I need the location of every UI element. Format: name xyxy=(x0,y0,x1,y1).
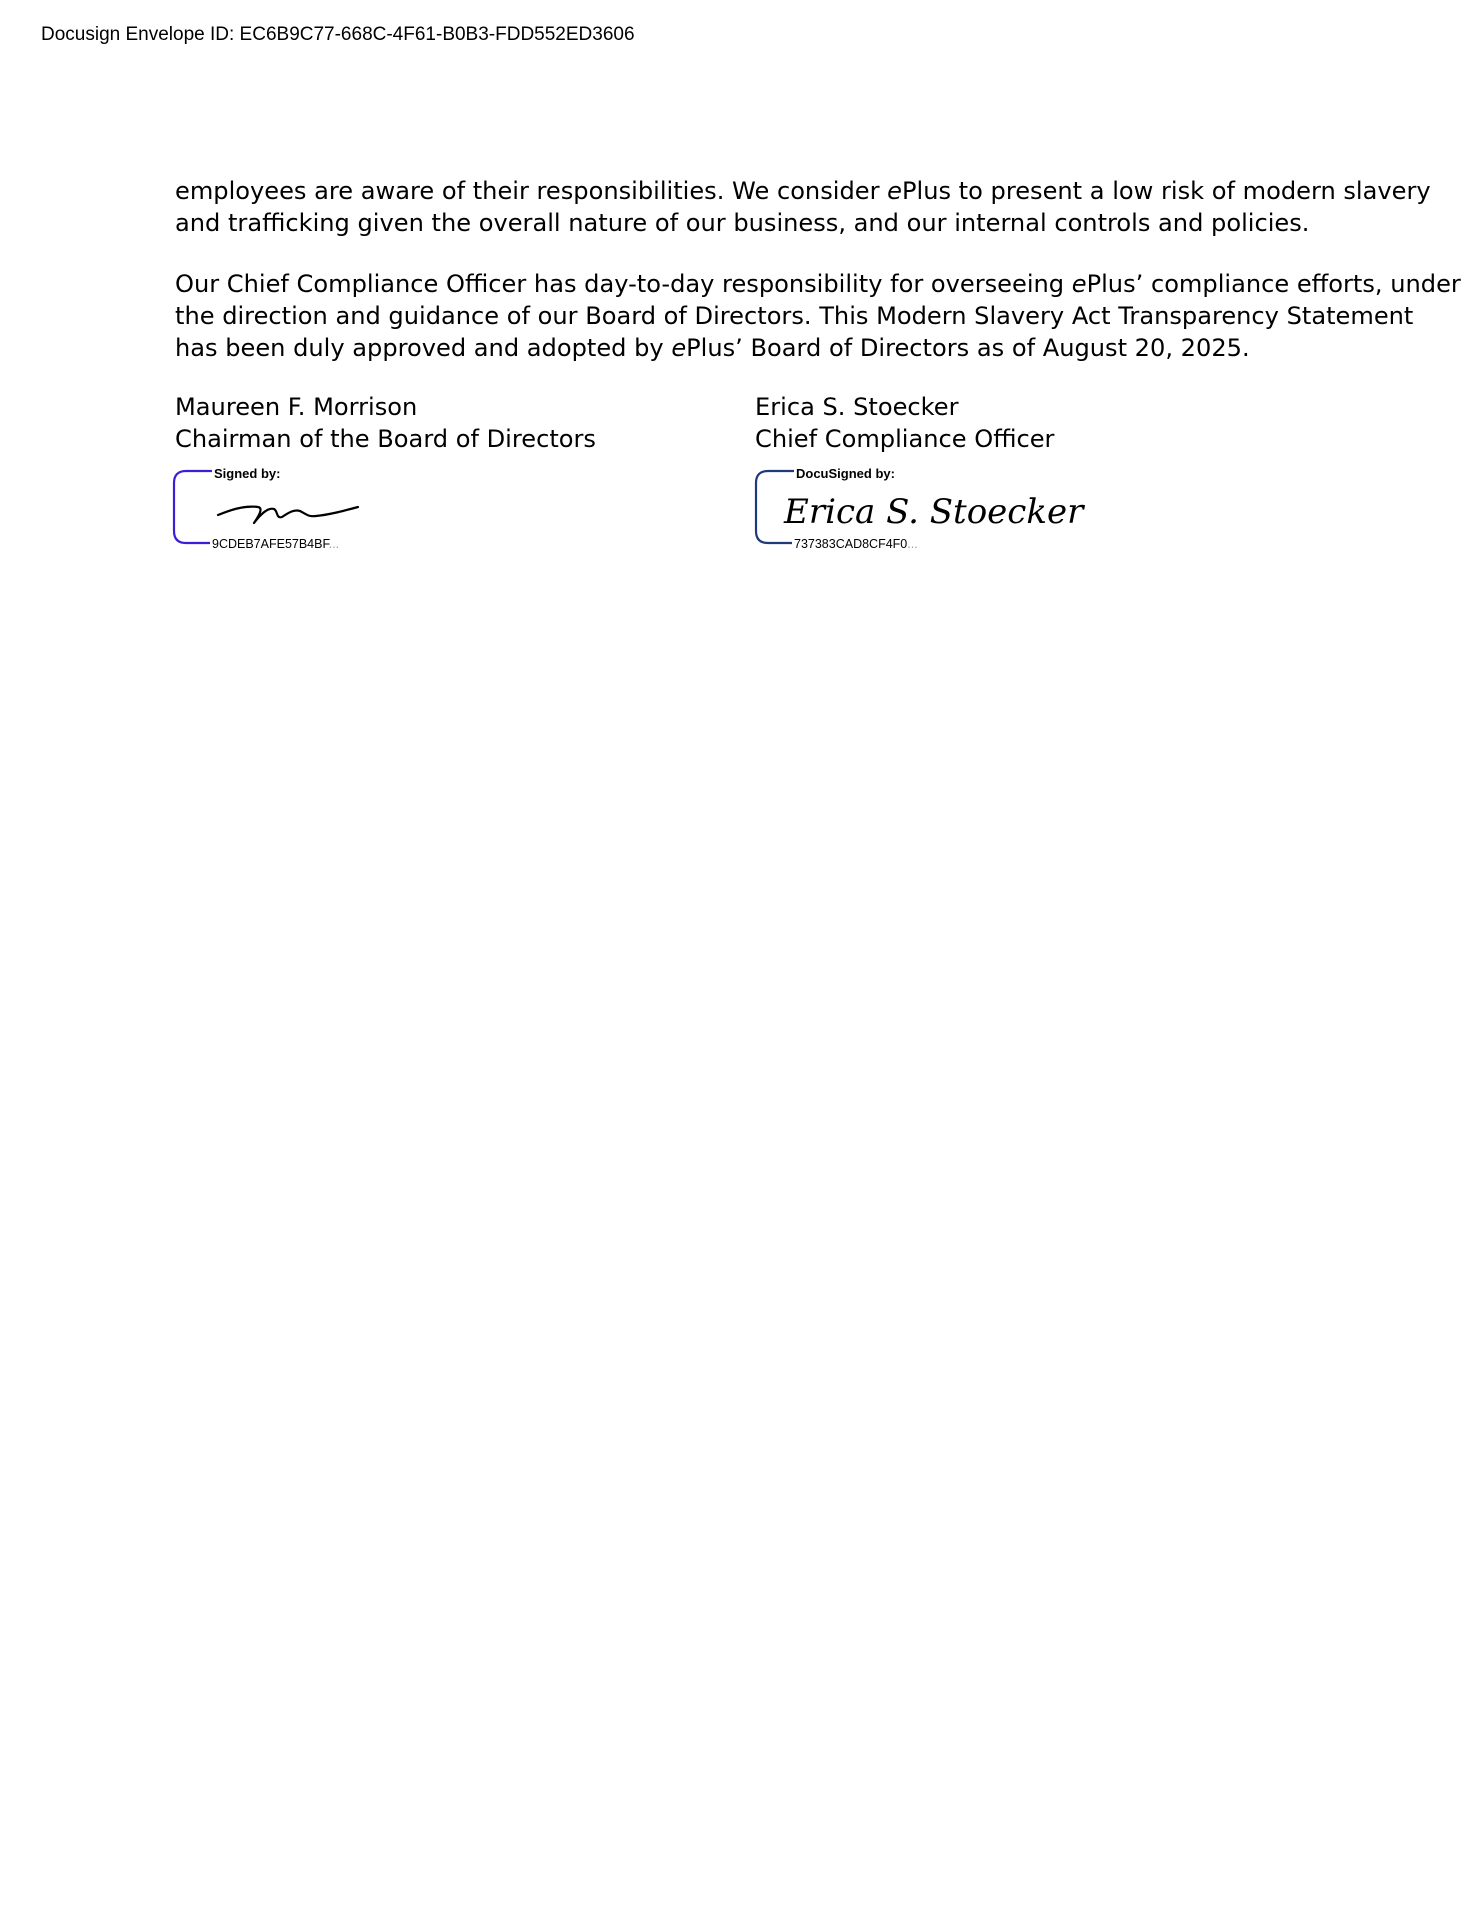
stamp-document-id xyxy=(792,537,920,551)
stamp-id-ellipsis: ... xyxy=(907,537,918,551)
stamp-id-ellipsis: ... xyxy=(328,537,340,551)
text-span: Plus’ compliance efforts, under xyxy=(1086,270,1461,298)
italic-brand-prefix: e xyxy=(671,334,687,362)
signer-title: Chairman of the Board of Directors xyxy=(175,425,596,453)
italic-brand-prefix: e xyxy=(887,177,902,205)
stamp-id-text: 9CDEB7AFE57B4BF xyxy=(212,537,329,551)
stamp-label: DocuSigned by: xyxy=(796,466,895,481)
signer-name: Maureen F. Morrison xyxy=(175,393,418,421)
signature-stamp-compliance-officer xyxy=(754,466,1084,551)
signer-name: Erica S. Stoecker xyxy=(755,393,959,421)
stamp-id-text: 737383CAD8CF4F0 xyxy=(794,537,908,551)
italic-brand-prefix: e xyxy=(1071,270,1087,298)
paragraph-line xyxy=(175,268,1461,300)
paragraph-approval-statement xyxy=(175,268,1461,364)
signer-title: Chief Compliance Officer xyxy=(755,425,1055,453)
paragraph-risk-statement xyxy=(175,175,1431,239)
text-span: has been duly approved and adopted by xyxy=(175,334,672,362)
paragraph-line: and trafficking given the overall nature of our business, and our internal controls and policies. xyxy=(175,209,1310,237)
signer-block-compliance-officer xyxy=(755,391,1054,455)
handwritten-signature-icon xyxy=(780,481,1084,537)
text-span: employees are aware of their responsibilities. We consider xyxy=(175,177,888,205)
stamp-document-id xyxy=(210,537,341,551)
paragraph-line xyxy=(175,175,1431,207)
handwritten-signature-icon xyxy=(198,481,388,531)
signature-stamp-chairman xyxy=(172,467,432,551)
stamp-label: Signed by: xyxy=(214,466,281,481)
signer-block-chairman xyxy=(175,391,596,455)
paragraph-line xyxy=(175,332,1309,364)
paragraph-line: the direction and guidance of our Board of Directors. This Modern Slavery Act Transparency Statement xyxy=(175,302,1414,330)
docusign-envelope-id: Docusign Envelope ID: EC6B9C77-668C-4F61-B0B3-FDD552ED3606 xyxy=(41,24,635,45)
text-span: Plus to present a low risk of modern slavery xyxy=(901,177,1431,205)
handwritten-signature-text: Erica S. Stoecker xyxy=(784,492,1084,532)
text-span: Our Chief Compliance Officer has day-to-day responsibility for overseeing xyxy=(175,270,1072,298)
text-span: Plus’ Board of Directors as of August 20, 2025. xyxy=(686,334,1250,362)
